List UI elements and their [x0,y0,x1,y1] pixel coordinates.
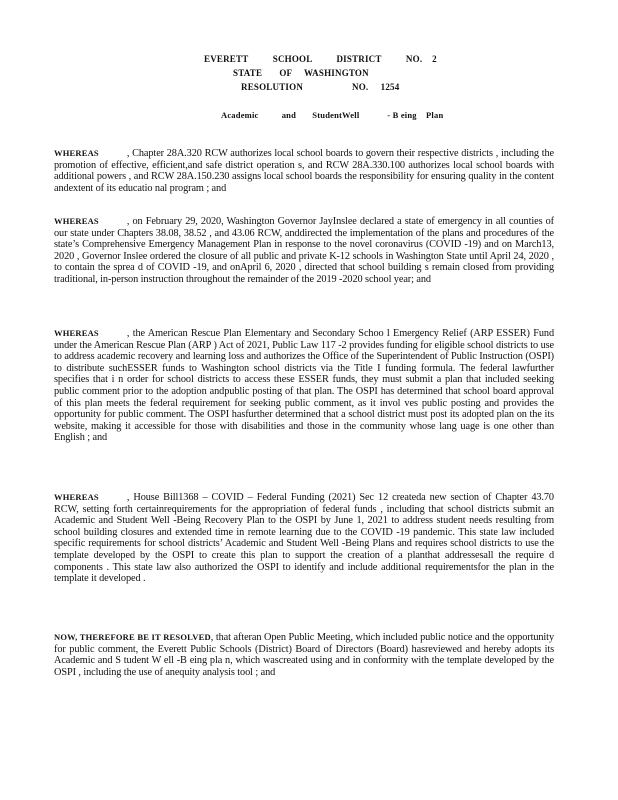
paragraph-lead: WHEREAS [54,148,99,158]
paragraph-text: , Chapter 28A.320 RCW authorizes local school boards to govern their respective districts , including the promotion of effective, efficient,and safe district operation s, and RCW 28A.330.100 authorizes local school boards with additional powers , and RCW 28A.150.230 assigns local school boards the responsibility for ensuring quality in the content andextent of its educatio nal program ; and [54,148,554,194]
whereas-paragraph-2 [54,216,554,286]
district-heading: EVERETT SCHOOL DISTRICT NO. 2 [204,54,437,64]
paragraph-text: , House Bill1368 – COVID – Federal Funding (2021) Sec 12 createda new section of Chapter 43.70 RCW, setting forth certainrequirements for the appropriation of federal funds , including that school districts submit an Academic and Student Well -Being Recovery Plan to the OSPI by June 1, 2021 to address student needs resulting from school building closures and extended time in remote learning due to the COVID -19 pandemic. This state law included specific requirements for school districts’ Academic and Student Well -Being Plans and requires school districts to use the template developed by the OSPI to create this plan to support the creation of a planthat addressesall the require d components . This state law also authorized the OSPI to identify and include additional requirementsfor the plan in the template it developed . [54,492,554,585]
paragraph-text: , that afteran Open Public Meeting, which included public notice and the opportunity for public comment, the Everett Public Schools (District) Board of Directors (Board) hasreviewed and hereby adopts its Academic and S tudent W ell -B eing pla n, which wascreated using and in conformity with the template developed by the OSPI , including the use of anequity analysis tool ; and [54,632,554,678]
resolution-number: RESOLUTION NO. 1254 [241,82,400,92]
paragraph-lead: NOW, THEREFORE BE IT RESOLVED [54,632,211,642]
paragraph-lead: WHEREAS [54,216,99,226]
resolution-subtitle: Academic and StudentWell - B eing Plan [221,110,444,120]
paragraph-lead: WHEREAS [54,492,99,502]
resolved-paragraph [54,632,554,678]
whereas-paragraph-4 [54,492,554,585]
paragraph-text: , on February 29, 2020, Washington Governor JayInslee declared a state of emergency in all counties of our state under Chapters 38.08, 38.52 , and 43.06 RCW, anddirected the implementation of the plans and procedures of the state’s Comprehensive Emergency Management Plan in response to the novel coronavirus (COVID -19) and on March13, 2020 , Governor Inslee ordered the closure of all public and private K-12 schools in Washington State until April 24, 2020 , to contain the sprea d of COVID -19, and onApril 6, 2020 , directed that school building s remain closed from providing traditional, in-person instruction throughout the remainder of the 2019 -2020 school year; and [54,216,554,285]
state-heading: STATE OF WASHINGTON [233,68,369,78]
paragraph-lead: WHEREAS [54,328,99,338]
paragraph-text: , the American Rescue Plan Elementary and Secondary Schoo l Emergency Relief (ARP ESSER) Fund under the American Rescue Plan (ARP ) Act of 2021, Public Law 117 -2 provides funding for eligible school districts to use to address academic recovery and learning loss and authorizes the Office of the Superintendent of Public Instruction (OSPI) to distribute suchESSER funds to Washington school districts via the Title I funding formula. The federal lawfurther specifies that i n order for school districts to access these ESSER funds, they must submit a plan that included seeking public comment prior to the adoption andpublic posting of that plan. The OSPI has determined that school board approval of this plan meets the federal requirement for seeking public comment, as it invol ves public posting and provides the opportunity for public comment. The OSPI hasfurther determined that a school district must post its adopted plan on the its website, making it accessible for those with disabilities and those in the community whose lang uage is one other than English ; and [54,328,554,444]
whereas-paragraph-1 [54,148,554,194]
whereas-paragraph-3 [54,328,554,444]
